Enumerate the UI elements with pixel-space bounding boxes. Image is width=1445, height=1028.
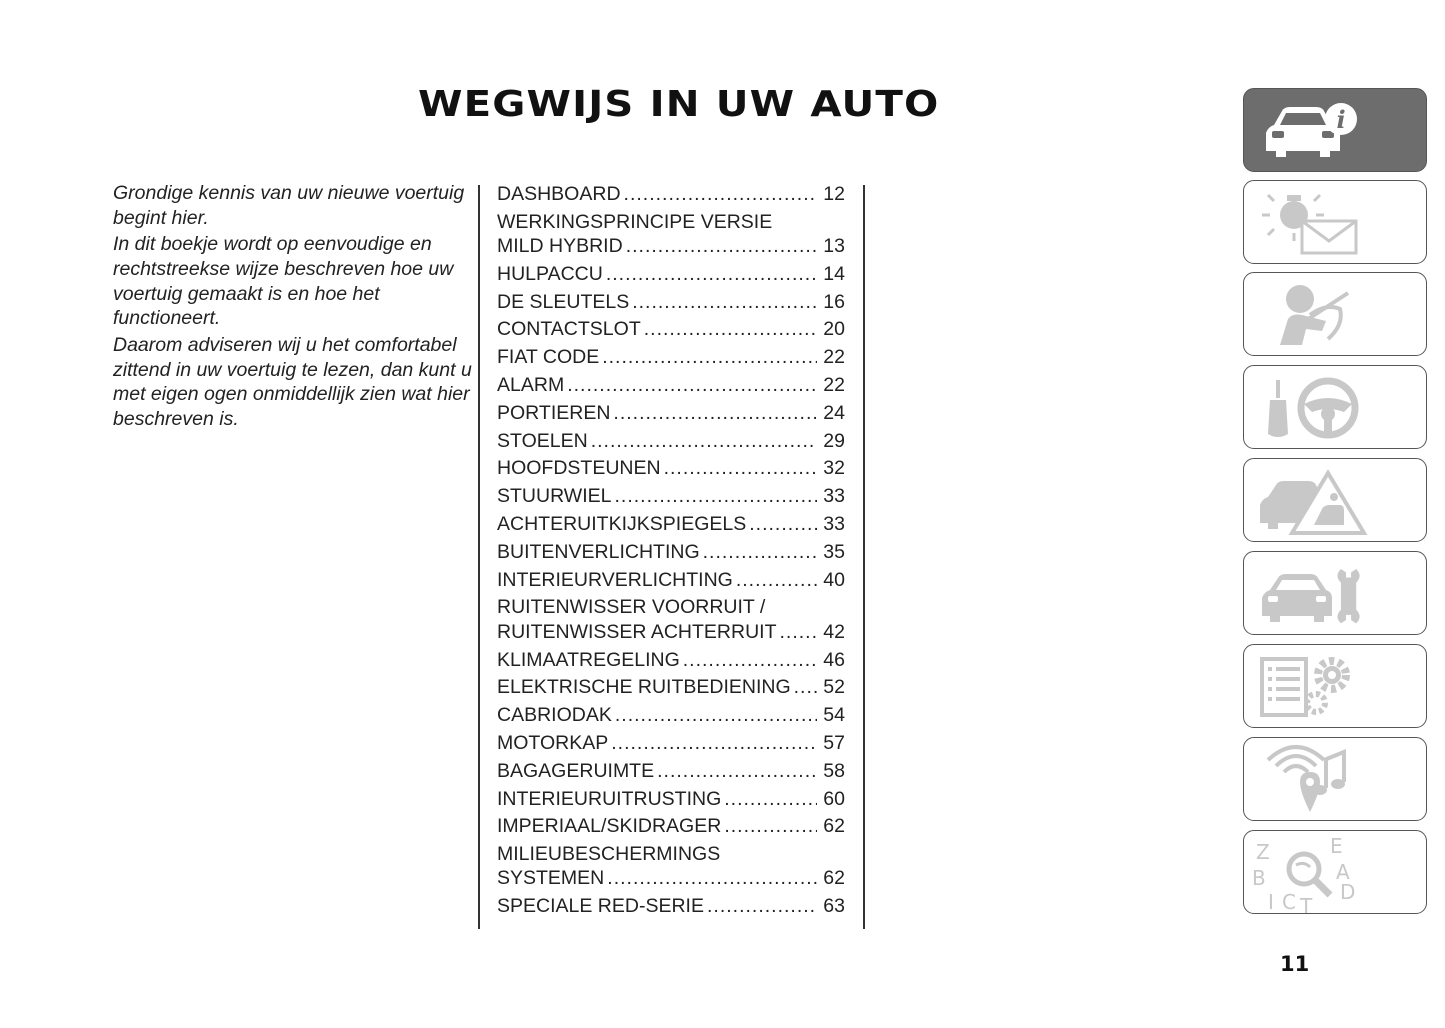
toc-entry-label: MOTORKAP xyxy=(497,731,609,754)
key-steering-wheel-icon xyxy=(1244,366,1428,450)
toc-entry[interactable] xyxy=(497,290,845,314)
toc-entry-label-line1: WERKINGSPRINCIPE VERSIE xyxy=(497,210,773,233)
toc-entry[interactable] xyxy=(497,317,845,341)
toc-entry-label: STUURWIEL xyxy=(497,485,612,508)
svg-text:i: i xyxy=(1336,105,1346,134)
index-letter: A xyxy=(1336,860,1350,884)
toc-entry[interactable] xyxy=(497,894,845,918)
toc-entry[interactable] xyxy=(497,842,845,891)
toc-entry-page: 40 xyxy=(823,568,845,591)
toc-entry[interactable] xyxy=(497,484,845,508)
tab-maintenance[interactable] xyxy=(1243,551,1427,635)
toc-entry-page: 35 xyxy=(823,540,845,563)
toc-entry-page: 22 xyxy=(823,374,845,397)
tab-technical-data[interactable] xyxy=(1243,644,1427,728)
alphabetical-index-search-icon xyxy=(1244,831,1428,915)
toc-entry[interactable] xyxy=(497,182,845,206)
toc-entry-page: 22 xyxy=(823,346,845,369)
car-info-icon xyxy=(1244,89,1428,173)
toc-entry[interactable] xyxy=(497,345,845,369)
index-letter: D xyxy=(1340,880,1356,904)
toc-entry-label: ACHTERUITKIJKSPIEGELS xyxy=(497,513,747,536)
column-divider-left xyxy=(478,185,480,929)
intro-paragraph: Daarom adviseren wij u het comfortabel zittend in uw voertuig te lezen, dan kunt u met eigen ogen onmiddellijk zien wat hier beschreven is. xyxy=(113,333,472,431)
toc-dot-leader xyxy=(615,703,817,727)
safety-seatbelt-airbag-icon xyxy=(1244,273,1428,357)
toc-entry-label: INTERIEURVERLICHTING xyxy=(497,568,733,591)
intro-text xyxy=(113,181,473,433)
emergency-warning-triangle-icon xyxy=(1244,459,1428,543)
toc-dot-leader xyxy=(683,648,817,672)
toc-entry[interactable] xyxy=(497,595,845,644)
toc-dot-leader xyxy=(736,568,817,592)
toc-entry-label: IMPERIAAL/SKIDRAGER xyxy=(497,815,722,838)
toc-entry-page: 12 xyxy=(823,183,845,205)
toc-entry-page: 24 xyxy=(823,401,845,424)
toc-entry-page: 14 xyxy=(823,262,845,285)
toc-dot-leader xyxy=(664,456,817,480)
toc-entry[interactable] xyxy=(497,787,845,811)
toc-entry[interactable] xyxy=(497,540,845,564)
toc-dot-leader xyxy=(780,620,817,644)
toc-dot-leader xyxy=(724,787,817,811)
page-title: WEGWIJS IN UW AUTO xyxy=(418,84,940,125)
toc-entry-page: 33 xyxy=(823,513,845,536)
index-letter: B xyxy=(1252,866,1266,890)
warning-lights-message-icon xyxy=(1244,181,1428,265)
toc-entry-label: HULPACCU xyxy=(497,262,603,285)
toc-entry-page: 60 xyxy=(823,787,845,810)
intro-paragraph: In dit boekje wordt op eenvoudige en rechtstreekse wijze beschreven hoe uw voertuig gemaakt is en hoe het functioneert. xyxy=(113,233,454,330)
tab-car-info[interactable] xyxy=(1243,88,1427,172)
toc-dot-leader xyxy=(567,373,817,397)
toc-entry-page: 33 xyxy=(823,485,845,508)
toc-entry-label: PORTIEREN xyxy=(497,401,611,424)
table-of-contents xyxy=(497,182,845,922)
index-letter: Z xyxy=(1256,840,1270,864)
index-letter: I xyxy=(1268,890,1274,914)
toc-entry-label: CONTACTSLOT xyxy=(497,318,641,341)
toc-entry[interactable] xyxy=(497,568,845,592)
toc-entry-page: 32 xyxy=(823,457,845,480)
toc-dot-leader xyxy=(724,814,817,838)
toc-dot-leader xyxy=(657,759,817,783)
toc-entry-label: MILD HYBRID xyxy=(497,235,623,258)
toc-entry-label: HOOFDSTEUNEN xyxy=(497,457,661,480)
toc-entry-page: 62 xyxy=(823,867,845,890)
car-maintenance-wrench-icon xyxy=(1244,552,1428,636)
toc-entry-label: INTERIEURUITRUSTING xyxy=(497,787,722,810)
index-letter: E xyxy=(1330,834,1343,858)
tab-key-steering[interactable] xyxy=(1243,365,1427,449)
toc-entry-label: KLIMAATREGELING xyxy=(497,648,680,671)
toc-entry[interactable] xyxy=(497,401,845,425)
toc-entry-label-line1: RUITENWISSER VOORRUIT / xyxy=(497,596,766,619)
intro-paragraph: Grondige kennis van uw nieuwe voertuig begint hier. xyxy=(113,182,465,229)
toc-entry-label: BAGAGERUIMTE xyxy=(497,759,655,782)
toc-entry[interactable] xyxy=(497,373,845,397)
toc-dot-leader xyxy=(615,484,818,508)
toc-dot-leader xyxy=(707,894,817,918)
index-letter: C xyxy=(1282,890,1296,914)
toc-entry-page: 13 xyxy=(823,235,845,258)
toc-entry-page: 16 xyxy=(823,290,845,313)
toc-entry-label: BUITENVERLICHTING xyxy=(497,540,700,563)
toc-dot-leader xyxy=(611,731,817,755)
tab-multimedia[interactable] xyxy=(1243,737,1427,821)
toc-entry-page: 46 xyxy=(823,648,845,671)
toc-entry-label: DASHBOARD xyxy=(497,183,621,205)
toc-entry[interactable] xyxy=(497,731,845,755)
toc-dot-leader xyxy=(644,317,817,341)
toc-entry-page: 57 xyxy=(823,731,845,754)
toc-entry-label: RUITENWISSER ACHTERRUIT xyxy=(497,620,777,643)
toc-entry-label: SYSTEMEN xyxy=(497,867,605,890)
toc-entry-page: 20 xyxy=(823,318,845,341)
toc-entry-label: FIAT CODE xyxy=(497,346,600,369)
page-number: 11 xyxy=(1280,952,1310,976)
toc-entry[interactable] xyxy=(497,814,845,838)
toc-entry-page: 42 xyxy=(823,620,845,643)
tab-index[interactable] xyxy=(1243,830,1427,914)
toc-entry-label: CABRIODAK xyxy=(497,704,612,727)
index-letter: T xyxy=(1300,894,1313,915)
toc-entry[interactable] xyxy=(497,648,845,672)
toc-entry-page: 62 xyxy=(823,815,845,838)
toc-entry[interactable] xyxy=(497,512,845,536)
toc-dot-leader xyxy=(626,234,817,258)
column-divider-right xyxy=(863,185,865,929)
toc-dot-leader xyxy=(794,675,817,699)
tab-safety[interactable] xyxy=(1243,272,1427,356)
toc-entry[interactable] xyxy=(497,703,845,727)
toc-entry-page: 52 xyxy=(823,676,845,699)
tab-warning-lights[interactable] xyxy=(1243,180,1427,264)
toc-dot-leader xyxy=(749,512,817,536)
toc-entry-label: SPECIALE RED-SERIE xyxy=(497,895,704,918)
toc-entry[interactable] xyxy=(497,759,845,783)
toc-entry-page: 54 xyxy=(823,704,845,727)
toc-dot-leader xyxy=(703,540,817,564)
toc-entry-label: ALARM xyxy=(497,374,565,397)
toc-entry-label: DE SLEUTELS xyxy=(497,290,630,313)
toc-entry-page: 63 xyxy=(823,895,845,918)
toc-entry-label: ELEKTRISCHE RUITBEDIENING xyxy=(497,676,791,699)
toc-entry-label-line1: MILIEUBESCHERMINGS xyxy=(497,843,721,866)
toc-dot-leader xyxy=(602,345,817,369)
toc-entry-page: 29 xyxy=(823,429,845,452)
toc-entry[interactable] xyxy=(497,210,845,259)
toc-dot-leader xyxy=(613,401,817,425)
toc-dot-leader xyxy=(624,182,817,206)
toc-dot-leader xyxy=(607,866,817,890)
multimedia-music-icon xyxy=(1244,738,1428,822)
toc-entry[interactable] xyxy=(497,429,845,453)
tab-emergency[interactable] xyxy=(1243,458,1427,542)
toc-entry[interactable] xyxy=(497,675,845,699)
toc-entry-label: STOELEN xyxy=(497,429,588,452)
toc-entry-page: 58 xyxy=(823,759,845,782)
technical-data-gear-icon xyxy=(1244,645,1428,729)
toc-entry[interactable] xyxy=(497,456,845,480)
toc-dot-leader xyxy=(606,262,817,286)
toc-dot-leader xyxy=(632,290,817,314)
toc-entry[interactable] xyxy=(497,262,845,286)
toc-dot-leader xyxy=(591,429,817,453)
